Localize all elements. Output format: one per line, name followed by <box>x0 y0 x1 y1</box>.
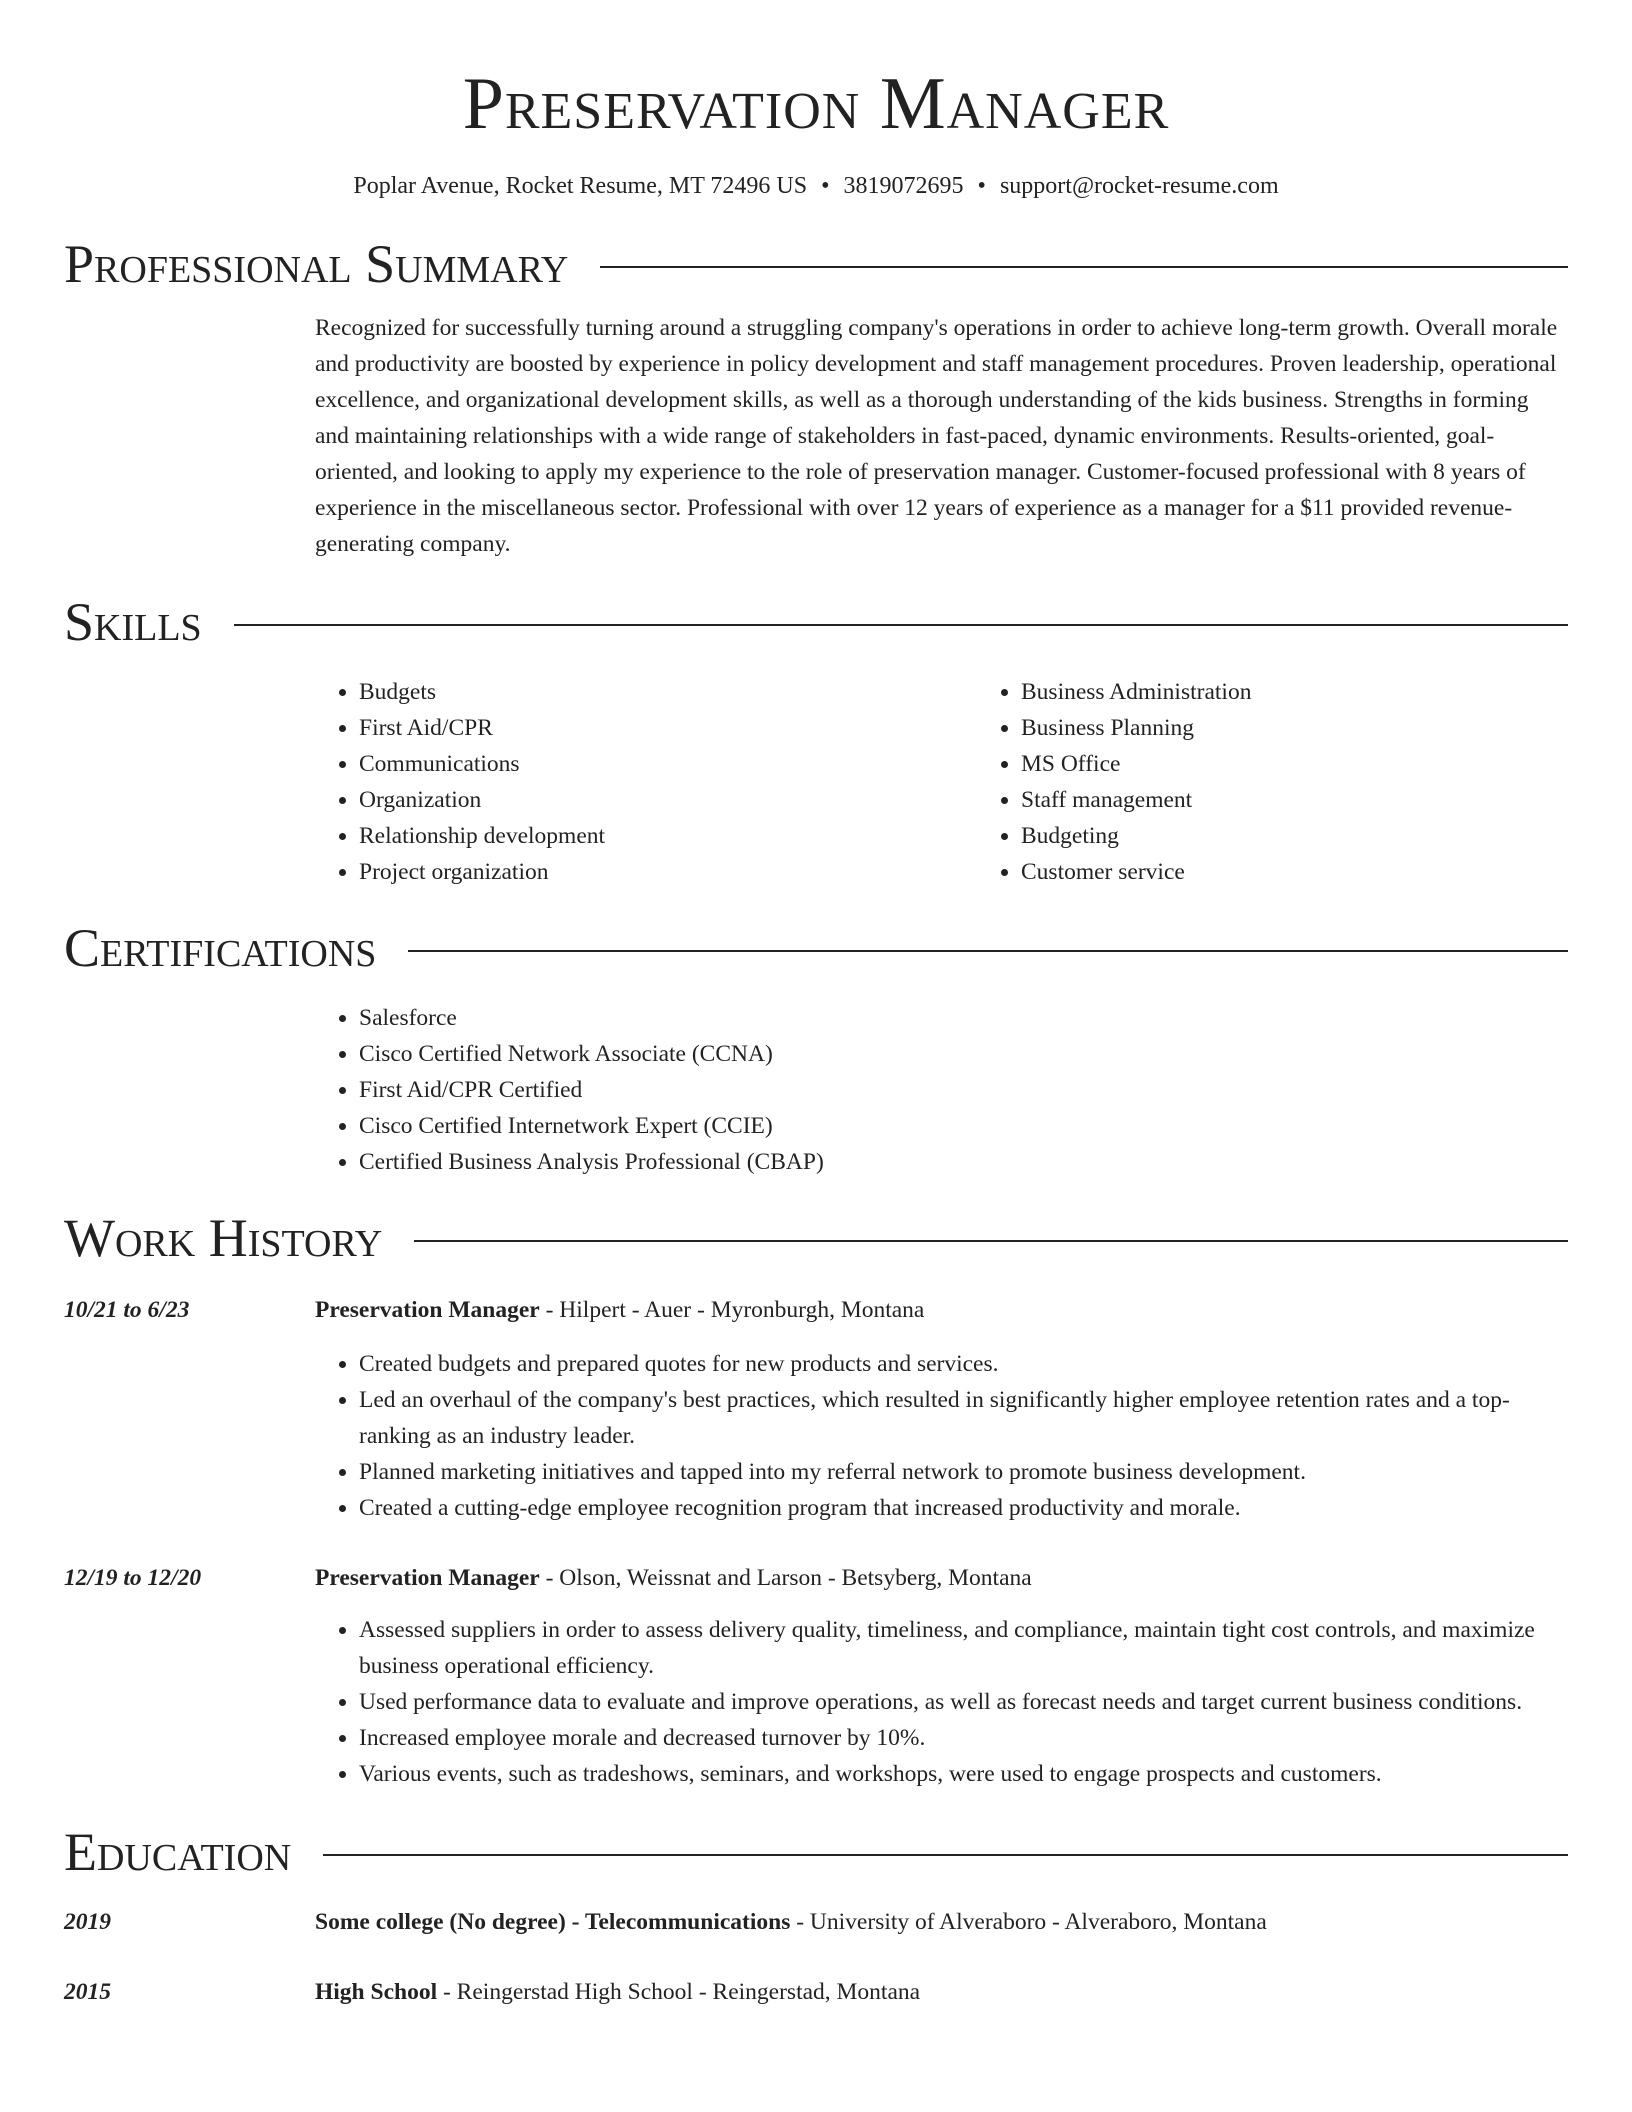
education-school: - University of Alveraboro - Alveraboro, Montana <box>790 1909 1267 1935</box>
work-bullet: • Created budgets and prepared quotes for new products and services. <box>359 1346 1568 1382</box>
section-divider <box>408 950 1568 952</box>
contact-separator: • <box>977 173 986 199</box>
certification-item: • Salesforce <box>359 1000 1568 1036</box>
education-heading-title: Education <box>64 1822 292 1882</box>
work-employer: - Hilpert - Auer - Myronburgh, Montana <box>539 1297 925 1323</box>
education-degree: Some college (No degree) - Telecommunications <box>315 1909 791 1935</box>
skills-column-right <box>977 674 1632 890</box>
contact-separator: • <box>821 173 830 199</box>
work-bullet: • Planned marketing initiatives and tapped into my referral network to promote business development. <box>359 1454 1568 1490</box>
education-degree: High School <box>315 1979 438 2005</box>
section-divider <box>323 1854 1568 1856</box>
work-role: Preservation Manager <box>315 1565 540 1591</box>
skill-item: • Business Administration <box>1021 674 1632 710</box>
skills-heading-title: Skills <box>64 592 202 652</box>
education-school: - Reingerstad High School - Reingerstad, Montana <box>437 1979 921 2005</box>
certifications-heading <box>64 916 1568 980</box>
contact-email: support@rocket-resume.com <box>999 173 1279 199</box>
work-bullets <box>315 1346 1568 1526</box>
work-dates: 12/19 to 12/20 <box>64 1565 202 1591</box>
work-bullets <box>315 1612 1568 1792</box>
skill-item: • MS Office <box>1021 746 1632 782</box>
work-bullet: • Increased employee morale and decreased turnover by 10%. <box>359 1720 1568 1756</box>
skill-item: • Business Planning <box>1021 710 1632 746</box>
work-history-heading <box>64 1206 1568 1270</box>
skills-heading <box>64 590 1568 654</box>
education-title <box>315 1974 920 2010</box>
work-title <box>315 1560 1032 1596</box>
work-employer: - Olson, Weissnat and Larson - Betsyberg, Montana <box>539 1565 1032 1591</box>
work-bullet: • Used performance data to evaluate and improve operations, as well as forecast needs and target current business conditions. <box>359 1684 1568 1720</box>
work-title <box>315 1292 924 1328</box>
work-role: Preservation Manager <box>315 1297 540 1323</box>
section-divider <box>234 624 1568 626</box>
work-bullet: • Created a cutting-edge employee recognition program that increased productivity and morale. <box>359 1490 1568 1526</box>
certification-item: • Cisco Certified Network Associate (CCNA) <box>359 1036 1568 1072</box>
skill-item: • Budgets <box>359 674 977 710</box>
certification-item: • Cisco Certified Internetwork Expert (CCIE) <box>359 1108 1568 1144</box>
skill-item: • Staff management <box>1021 782 1632 818</box>
work-entry <box>64 1560 1568 1792</box>
skill-item: • Customer service <box>1021 854 1632 890</box>
summary-heading <box>64 232 1568 296</box>
section-divider <box>600 266 1568 268</box>
summary-heading-title: Professional Summary <box>64 234 569 294</box>
summary-text: Recognized for successfully turning around a struggling company's operations in order to achieve long-term growth. Overall morale and productivity are boosted by experience in policy development and staff management procedures. Proven leadership, operational excellence, and organizational development skills, as well as a thorough understanding of the kids business. Strengths in forming and maintaining relationships with a wide range of stakeholders in fast-paced, dynamic environments. Results-oriented, goal-oriented, and looking to apply my experience to the role of preservation manager. Customer-focused professional with 8 years of experience in the miscellaneous sector. Professional with over 12 years of experience as a manager for a $11 provided revenue-generating company. <box>315 315 1558 557</box>
skill-item: • First Aid/CPR <box>359 710 977 746</box>
certifications-heading-title: Certifications <box>64 918 377 978</box>
work-entry <box>64 1292 1568 1526</box>
certification-item: • Certified Business Analysis Professional (CBAP) <box>359 1144 1568 1180</box>
education-title <box>315 1904 1267 1940</box>
certifications-list <box>315 1000 1568 1180</box>
skill-item: • Organization <box>359 782 977 818</box>
certification-item: • First Aid/CPR Certified <box>359 1072 1568 1108</box>
contact-address: Poplar Avenue, Rocket Resume, MT 72496 US <box>353 173 808 199</box>
work-dates: 10/21 to 6/23 <box>64 1297 190 1323</box>
work-bullet: • Led an overhaul of the company's best practices, which resulted in significantly higher employee retention rates and a top-ranking as an industry leader. <box>359 1382 1568 1454</box>
skill-item: • Budgeting <box>1021 818 1632 854</box>
education-year: 2015 <box>64 1979 111 2005</box>
skills-column-left <box>315 674 977 890</box>
work-history-heading-title: Work History <box>64 1208 383 1268</box>
education-entry <box>64 1904 1568 1940</box>
skill-item: • Communications <box>359 746 977 782</box>
education-heading <box>64 1820 1568 1884</box>
skills-list <box>315 674 1568 890</box>
candidate-name: Preservation Manager <box>462 63 1170 145</box>
skill-item: • Relationship development <box>359 818 977 854</box>
work-bullet: • Various events, such as tradeshows, seminars, and workshops, were used to engage prospects and customers. <box>359 1756 1568 1792</box>
section-divider <box>414 1240 1568 1242</box>
contact-line <box>64 170 1568 202</box>
contact-phone: 3819072695 <box>843 173 964 199</box>
work-bullet: • Assessed suppliers in order to assess delivery quality, timeliness, and compliance, maintain tight cost controls, and maximize business operational efficiency. <box>359 1612 1568 1684</box>
summary-section <box>315 310 1568 562</box>
education-entry <box>64 1974 1568 2010</box>
skill-item: • Project organization <box>359 854 977 890</box>
education-year: 2019 <box>64 1909 111 1935</box>
